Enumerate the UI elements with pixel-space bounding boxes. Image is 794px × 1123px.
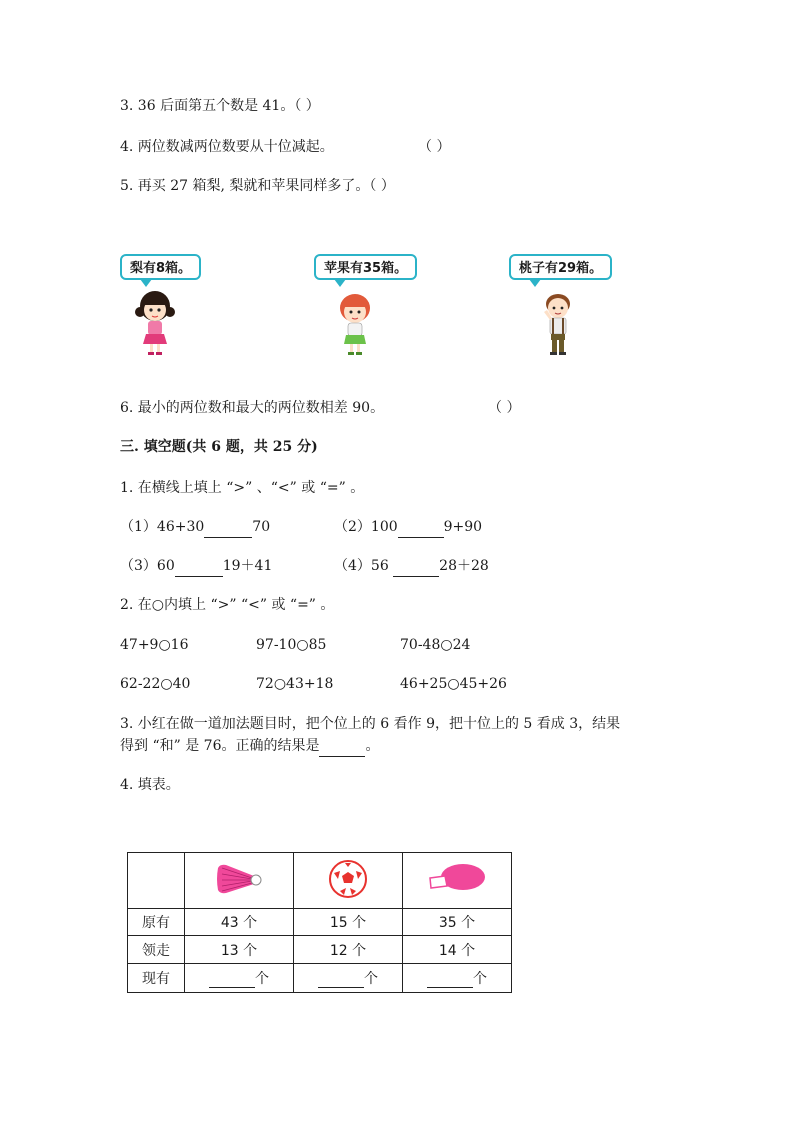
fill-question-2: 2. 在○内填上 “>” “<” 或 “=” 。 (120, 597, 335, 613)
table-cell (294, 964, 403, 993)
row-label: 现有 (128, 964, 185, 993)
judge-question-3: 3. 36 后面第五个数是 41。（ ） (120, 98, 320, 114)
compare-item-3 (120, 556, 272, 577)
girl-red-hair-icon (335, 292, 375, 358)
table-corner (128, 853, 185, 909)
unit-label: 个 (473, 971, 487, 987)
table-cell: 43 个 (185, 909, 294, 936)
table-cell: 13 个 (185, 936, 294, 964)
table-tennis-paddle-icon (427, 862, 487, 896)
girl-dark-hair-icon (132, 288, 178, 358)
judge-question-4: 4. 两位数减两位数要从十位减起。 (120, 139, 334, 155)
soccer-ball-icon (328, 859, 368, 899)
unit-label: 个 (364, 971, 378, 987)
answer-blank[interactable] (393, 556, 439, 577)
question-text: 。 (365, 738, 380, 754)
circle-compare-item[interactable]: 72○43+18 (256, 676, 334, 692)
table-cell (403, 964, 512, 993)
speech-bubble-pears: 梨有8箱。 (120, 254, 201, 280)
compare-item-4 (334, 556, 489, 577)
judge-question-6: 6. 最小的两位数和最大的两位数相差 90。 (120, 400, 385, 416)
compare-right: 28＋28 (439, 558, 489, 574)
answer-blank[interactable] (398, 517, 444, 538)
section-heading: 三. 填空题(共 6 题，共 25 分) (120, 439, 318, 455)
compare-right: 19＋41 (222, 558, 273, 574)
fill-table (127, 852, 512, 993)
fill-question-3-line2 (120, 736, 379, 757)
compare-item-2 (334, 517, 482, 538)
row-label: 领走 (128, 936, 185, 964)
answer-blank[interactable] (204, 517, 252, 538)
compare-item-1 (120, 517, 270, 538)
judge-question-5: 5. 再买 27 箱梨, 梨就和苹果同样多了。（ ） (120, 178, 395, 194)
fill-question-3-line1: 3. 小红在做一道加法题目时，把个位上的 6 看作 9，把十位上的 5 看成 3，结果 (120, 716, 621, 732)
answer-paren-6[interactable]: （ ） (488, 400, 521, 416)
shuttlecock-icon (214, 862, 264, 896)
table-cell: 14 个 (403, 936, 512, 964)
answer-blank[interactable] (319, 736, 365, 757)
circle-compare-item[interactable]: 46+25○45+26 (400, 676, 507, 692)
answer-blank[interactable] (209, 971, 255, 988)
table-header-paddle (403, 853, 512, 909)
answer-blank[interactable] (318, 971, 364, 988)
table-header-shuttlecock (185, 853, 294, 909)
compare-right: 9+90 (443, 519, 483, 535)
boy-icon (538, 292, 578, 358)
table-cell (185, 964, 294, 993)
table-cell: 15 个 (294, 909, 403, 936)
circle-compare-item[interactable]: 47+9○16 (120, 637, 189, 653)
table-cell: 35 个 (403, 909, 512, 936)
answer-blank[interactable] (175, 556, 223, 577)
speech-bubble-peaches: 桃子有29箱。 (509, 254, 612, 280)
table-header-soccer-ball (294, 853, 403, 909)
compare-left: （3）60 (120, 558, 175, 574)
question-text: 得到 “和” 是 76。正确的结果是 (120, 738, 320, 754)
circle-compare-item[interactable]: 70-48○24 (400, 637, 471, 653)
fill-question-1: 1. 在横线上填上 “>” 、“<” 或 “=” 。 (120, 480, 365, 496)
compare-left: （4）56 (334, 558, 394, 574)
speech-bubble-apples: 苹果有35箱。 (314, 254, 417, 280)
table-cell: 12 个 (294, 936, 403, 964)
circle-compare-item[interactable]: 97-10○85 (256, 637, 327, 653)
compare-left: （1）46+30 (120, 519, 205, 535)
unit-label: 个 (255, 971, 269, 987)
compare-right: 70 (252, 519, 271, 535)
row-label: 原有 (128, 909, 185, 936)
compare-left: （2）100 (334, 519, 398, 535)
answer-paren-4[interactable]: （ ） (418, 139, 451, 155)
answer-blank[interactable] (427, 971, 473, 988)
circle-compare-item[interactable]: 62-22○40 (120, 676, 191, 692)
fill-question-4: 4. 填表。 (120, 777, 180, 793)
